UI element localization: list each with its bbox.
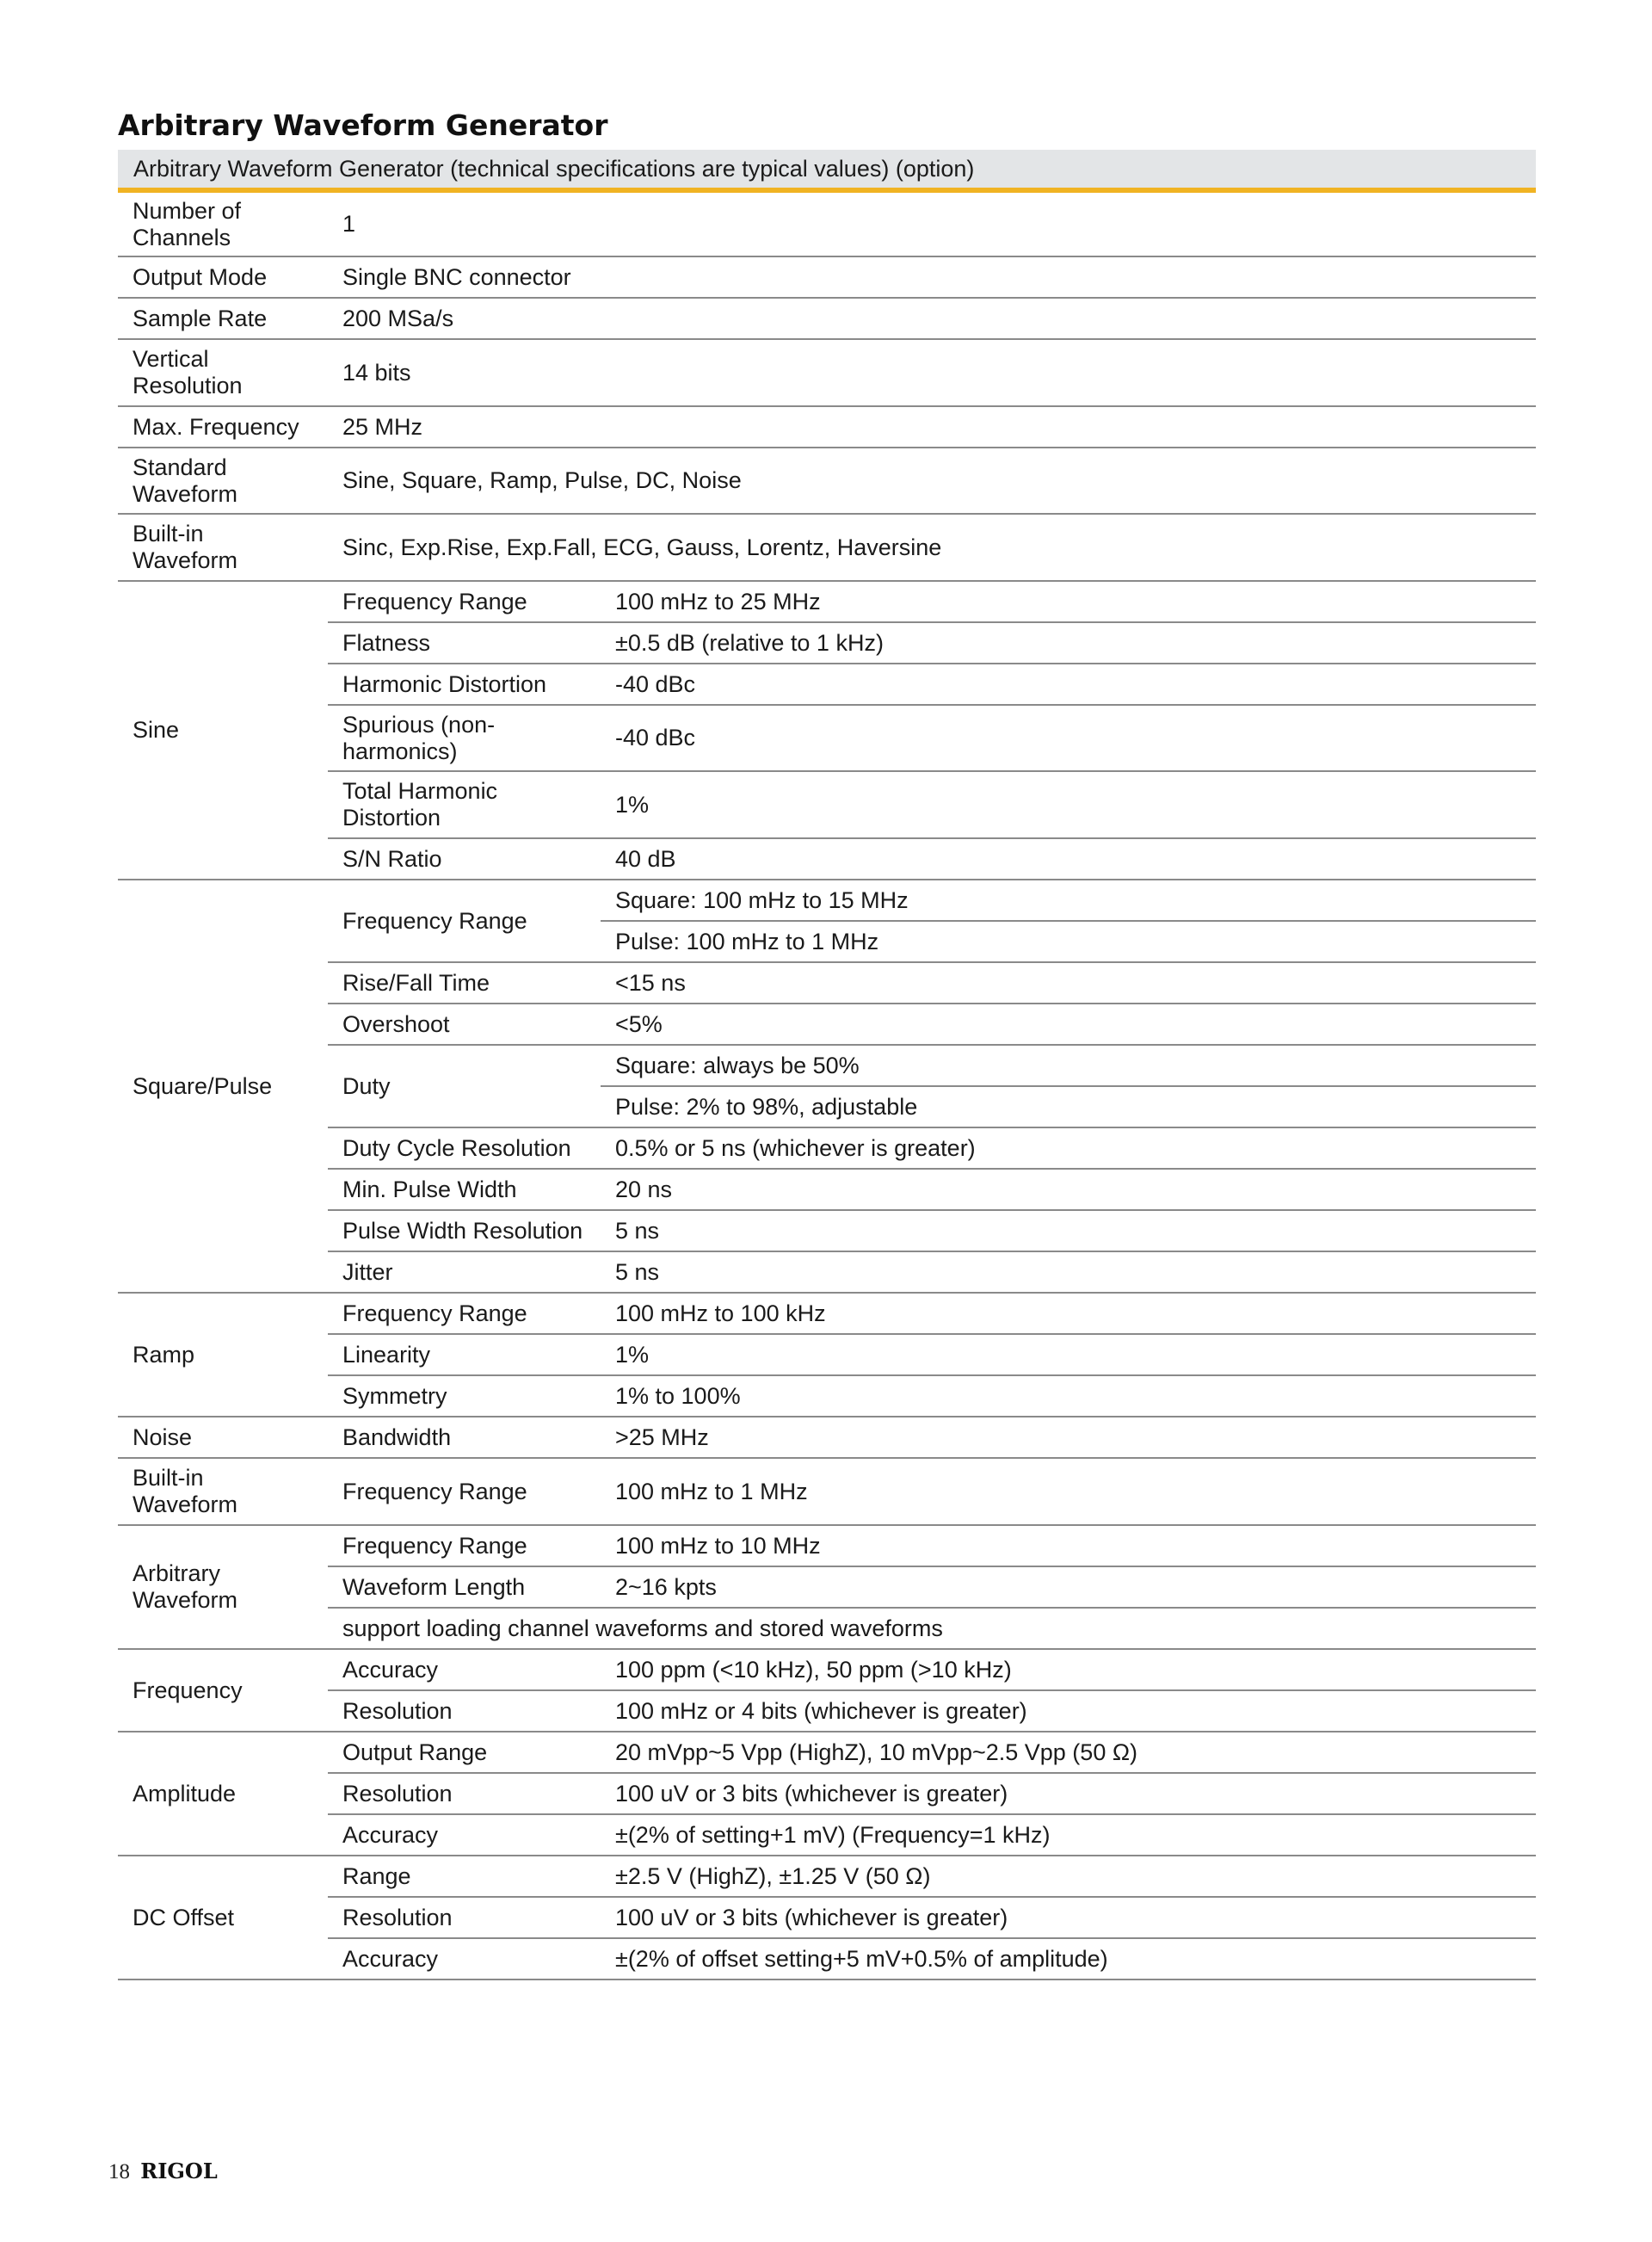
spec-value: 1% (601, 771, 1536, 838)
spec-value: Pulse: 100 mHz to 1 MHz (601, 921, 1536, 962)
group-label: Number of Channels (118, 190, 328, 256)
table-row (118, 664, 1536, 705)
table-row (118, 1251, 1536, 1293)
table-row (118, 880, 1536, 921)
spec-table (118, 150, 1536, 1980)
spec-value: ±(2% of offset setting+5 mV+0.5% of amplitude) (601, 1938, 1536, 1980)
table-row (118, 339, 1536, 406)
table-row (118, 190, 1536, 256)
page-number: 18 (108, 2160, 130, 2183)
param-label: Harmonic Distortion (328, 664, 601, 705)
table-row (118, 1814, 1536, 1856)
table-row (118, 705, 1536, 771)
spec-value: Square: always be 50% (601, 1045, 1536, 1086)
table-row (118, 1856, 1536, 1897)
param-label: Duty (328, 1045, 601, 1127)
table-row (118, 962, 1536, 1004)
group-label: Sample Rate (118, 298, 328, 339)
spec-value: 20 mVpp~5 Vpp (HighZ), 10 mVpp~2.5 Vpp (50 Ω) (601, 1732, 1536, 1773)
table-row (118, 1045, 1536, 1086)
table-row (118, 514, 1536, 581)
spec-value: 100 mHz to 100 kHz (601, 1293, 1536, 1334)
group-label: Square/Pulse (118, 880, 328, 1293)
table-row (118, 1938, 1536, 1980)
spec-value: 100 ppm (<10 kHz), 50 ppm (>10 kHz) (601, 1649, 1536, 1690)
table-row (118, 1293, 1536, 1334)
spec-value: 20 ns (601, 1169, 1536, 1210)
spec-value: 2~16 kpts (601, 1566, 1536, 1608)
param-label: Accuracy (328, 1814, 601, 1856)
param-label: Frequency Range (328, 880, 601, 962)
group-label: Amplitude (118, 1732, 328, 1856)
table-header-row (118, 150, 1536, 190)
group-label: Built-in Waveform (118, 1458, 328, 1525)
table-row (118, 1897, 1536, 1938)
spec-value: 100 uV or 3 bits (whichever is greater) (601, 1897, 1536, 1938)
spec-value: -40 dBc (601, 664, 1536, 705)
group-label: Arbitrary Waveform (118, 1525, 328, 1649)
spec-value: 40 dB (601, 838, 1536, 880)
spec-value: 100 mHz or 4 bits (whichever is greater) (601, 1690, 1536, 1732)
param-label: Linearity (328, 1334, 601, 1375)
spec-value: Sine, Square, Ramp, Pulse, DC, Noise (328, 448, 1536, 514)
param-label: Accuracy (328, 1938, 601, 1980)
table-row (118, 1732, 1536, 1773)
table-row (118, 1566, 1536, 1608)
group-label: Frequency (118, 1649, 328, 1732)
table-row (118, 298, 1536, 339)
spec-value: ±0.5 dB (relative to 1 kHz) (601, 622, 1536, 664)
spec-value: 100 uV or 3 bits (whichever is greater) (601, 1773, 1536, 1814)
table-row (118, 622, 1536, 664)
spec-value: 25 MHz (328, 406, 1536, 448)
param-label: Symmetry (328, 1375, 601, 1417)
param-label: Total Harmonic Distortion (328, 771, 601, 838)
spec-value: <5% (601, 1004, 1536, 1045)
table-row (118, 448, 1536, 514)
table-row (118, 581, 1536, 622)
param-label: Duty Cycle Resolution (328, 1127, 601, 1169)
spec-value: 1 (328, 190, 1536, 256)
param-label: Min. Pulse Width (328, 1169, 601, 1210)
spec-value: 100 mHz to 25 MHz (601, 581, 1536, 622)
param-label: Frequency Range (328, 1458, 601, 1525)
group-label: Ramp (118, 1293, 328, 1417)
spec-value: 14 bits (328, 339, 1536, 406)
spec-value: 5 ns (601, 1210, 1536, 1251)
table-row (118, 1649, 1536, 1690)
spec-value: 100 mHz to 1 MHz (601, 1458, 1536, 1525)
table-row (118, 1690, 1536, 1732)
table-row (118, 1004, 1536, 1045)
table-row (118, 1210, 1536, 1251)
spec-value: 200 MSa/s (328, 298, 1536, 339)
param-label: Resolution (328, 1897, 601, 1938)
spec-value: Square: 100 mHz to 15 MHz (601, 880, 1536, 921)
table-row (118, 256, 1536, 298)
spec-value: >25 MHz (601, 1417, 1536, 1458)
spec-value: Single BNC connector (328, 256, 1536, 298)
spec-value: 1% (601, 1334, 1536, 1375)
group-label: DC Offset (118, 1856, 328, 1980)
group-label: Vertical Resolution (118, 339, 328, 406)
param-label: Waveform Length (328, 1566, 601, 1608)
table-row (118, 838, 1536, 880)
spec-value: <15 ns (601, 962, 1536, 1004)
table-row (118, 1169, 1536, 1210)
table-row (118, 1525, 1536, 1566)
spec-note: support loading channel waveforms and stored waveforms (328, 1608, 1536, 1649)
spec-value: Sinc, Exp.Rise, Exp.Fall, ECG, Gauss, Lorentz, Haversine (328, 514, 1536, 581)
table-header: Arbitrary Waveform Generator (technical specifications are typical values) (option) (118, 150, 1536, 190)
param-label: Flatness (328, 622, 601, 664)
spec-value: ±2.5 V (HighZ), ±1.25 V (50 Ω) (601, 1856, 1536, 1897)
section-title: Arbitrary Waveform Generator (118, 108, 608, 142)
spec-value: 5 ns (601, 1251, 1536, 1293)
param-label: S/N Ratio (328, 838, 601, 880)
spec-value: Pulse: 2% to 98%, adjustable (601, 1086, 1536, 1127)
spec-value: 0.5% or 5 ns (whichever is greater) (601, 1127, 1536, 1169)
param-label: Resolution (328, 1690, 601, 1732)
param-label: Spurious (non-harmonics) (328, 705, 601, 771)
spec-value: -40 dBc (601, 705, 1536, 771)
table-row (118, 1334, 1536, 1375)
param-label: Pulse Width Resolution (328, 1210, 601, 1251)
param-label: Output Range (328, 1732, 601, 1773)
param-label: Range (328, 1856, 601, 1897)
page-footer (108, 2159, 218, 2184)
group-label: Built-in Waveform (118, 514, 328, 581)
param-label: Frequency Range (328, 1525, 601, 1566)
param-label: Resolution (328, 1773, 601, 1814)
param-label: Jitter (328, 1251, 601, 1293)
table-row (118, 1375, 1536, 1417)
group-label: Standard Waveform (118, 448, 328, 514)
table-row (118, 406, 1536, 448)
table-row (118, 1458, 1536, 1525)
param-label: Rise/Fall Time (328, 962, 601, 1004)
param-label: Accuracy (328, 1649, 601, 1690)
spec-value: ±(2% of setting+1 mV) (Frequency=1 kHz) (601, 1814, 1536, 1856)
table-row (118, 1773, 1536, 1814)
group-label: Max. Frequency (118, 406, 328, 448)
group-label: Noise (118, 1417, 328, 1458)
table-row (118, 1608, 1536, 1649)
param-label: Frequency Range (328, 1293, 601, 1334)
group-label: Sine (118, 581, 328, 880)
param-label: Frequency Range (328, 581, 601, 622)
brand-logo: RIGOL (140, 2159, 218, 2183)
group-label: Output Mode (118, 256, 328, 298)
table-row (118, 1417, 1536, 1458)
spec-value: 1% to 100% (601, 1375, 1536, 1417)
table-row (118, 771, 1536, 838)
table-row (118, 1127, 1536, 1169)
spec-value: 100 mHz to 10 MHz (601, 1525, 1536, 1566)
param-label: Bandwidth (328, 1417, 601, 1458)
param-label: Overshoot (328, 1004, 601, 1045)
